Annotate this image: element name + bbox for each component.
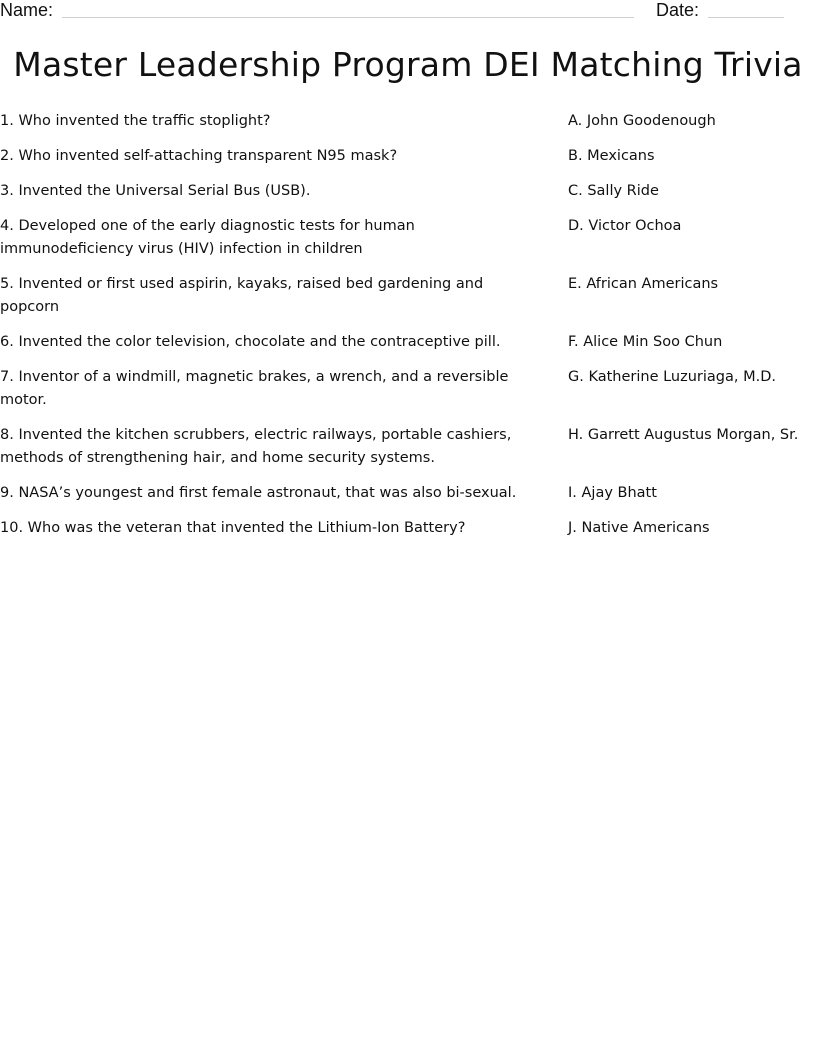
name-field-line[interactable]: [62, 17, 634, 18]
answer-g: G. Katherine Luzuriaga, M.D.: [568, 369, 776, 385]
answer-e: E. African Americans: [568, 276, 719, 292]
question-4: 4. Developed one of the early diagnostic tests for human immunodeficiency virus (HIV) infection in children: [0, 218, 415, 257]
matching-row-9: [0, 482, 816, 505]
matching-row-1: [0, 110, 816, 133]
answer-j: J. Native Americans: [568, 520, 710, 536]
header-row: [0, 0, 816, 24]
matching-list: [0, 110, 816, 552]
answer-c: C. Sally Ride: [568, 183, 659, 199]
matching-row-3: [0, 180, 816, 203]
matching-row-6: [0, 331, 816, 354]
question-9: 9. NASA’s youngest and first female astronaut, that was also bi-sexual.: [0, 485, 517, 501]
matching-row-4: [0, 215, 816, 261]
date-label: Date:: [656, 0, 700, 20]
matching-row-7: [0, 366, 816, 412]
date-field-line[interactable]: [708, 17, 784, 18]
question-8: 8. Invented the kitchen scrubbers, electric railways, portable cashiers, methods of strengthening hair, and home security systems.: [0, 427, 512, 466]
name-label: Name:: [0, 0, 54, 20]
answer-h: H. Garrett Augustus Morgan, Sr.: [568, 427, 799, 443]
matching-row-5: [0, 273, 816, 319]
answer-d: D. Victor Ochoa: [568, 218, 682, 234]
answer-b: B. Mexicans: [568, 148, 655, 164]
matching-row-10: [0, 517, 816, 540]
page-title: Master Leadership Program DEI Matching Trivia: [13, 45, 803, 84]
question-2: 2. Who invented self-attaching transparent N95 mask?: [0, 148, 398, 164]
answer-a: A. John Goodenough: [568, 113, 716, 129]
question-3: 3. Invented the Universal Serial Bus (USB).: [0, 183, 311, 199]
question-10: 10. Who was the veteran that invented the Lithium-Ion Battery?: [0, 520, 466, 536]
matching-row-8: [0, 424, 816, 470]
question-1: 1. Who invented the traffic stoplight?: [0, 113, 271, 129]
question-7: 7. Inventor of a windmill, magnetic brakes, a wrench, and a reversible motor.: [0, 369, 509, 408]
question-5: 5. Invented or first used aspirin, kayaks, raised bed gardening and popcorn: [0, 276, 484, 315]
question-6: 6. Invented the color television, chocolate and the contraceptive pill.: [0, 334, 501, 350]
answer-i: I. Ajay Bhatt: [568, 485, 657, 501]
answer-f: F. Alice Min Soo Chun: [568, 334, 723, 350]
matching-row-2: [0, 145, 816, 168]
